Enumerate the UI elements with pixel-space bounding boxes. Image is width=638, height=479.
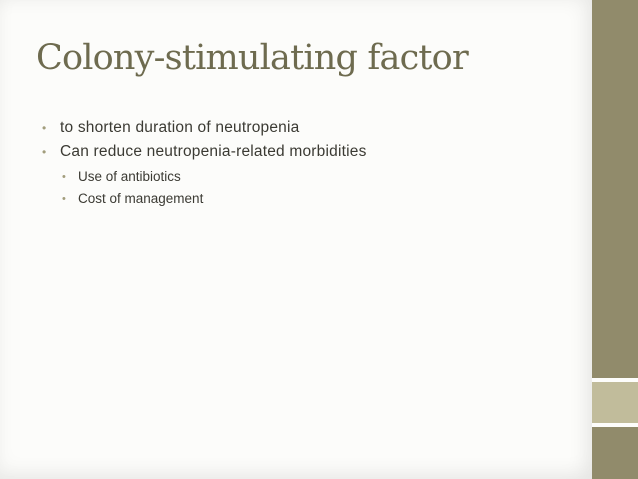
sub-bullet-dot-icon: • [62,193,66,205]
sub-bullet-text: Use of antibiotics [78,169,181,184]
sub-bullet-text: Cost of management [78,191,204,206]
bullet-text: Can reduce neutropenia-related morbidities [60,143,367,160]
bullet-item-1 [42,116,562,140]
sub-bullet-item-2 [62,188,582,210]
sub-bullet-item-1 [62,166,582,188]
sub-bullet-list [62,166,582,210]
sub-bullet-dot-icon: • [62,171,66,183]
bullet-dot-icon: • [42,145,47,159]
slide-title: Colony-stimulating factor [36,38,468,78]
decorative-side-bar [592,0,638,479]
side-bar-accent-block [592,382,638,423]
bullet-list [42,116,562,208]
side-bar-bottom-block [592,427,638,479]
bullet-dot-icon: • [42,121,47,135]
bullet-item-2 [42,140,562,164]
bullet-text: to shorten duration of neutropenia [60,119,300,136]
side-bar-top-block [592,0,638,378]
sub-bullet-group [42,164,562,208]
